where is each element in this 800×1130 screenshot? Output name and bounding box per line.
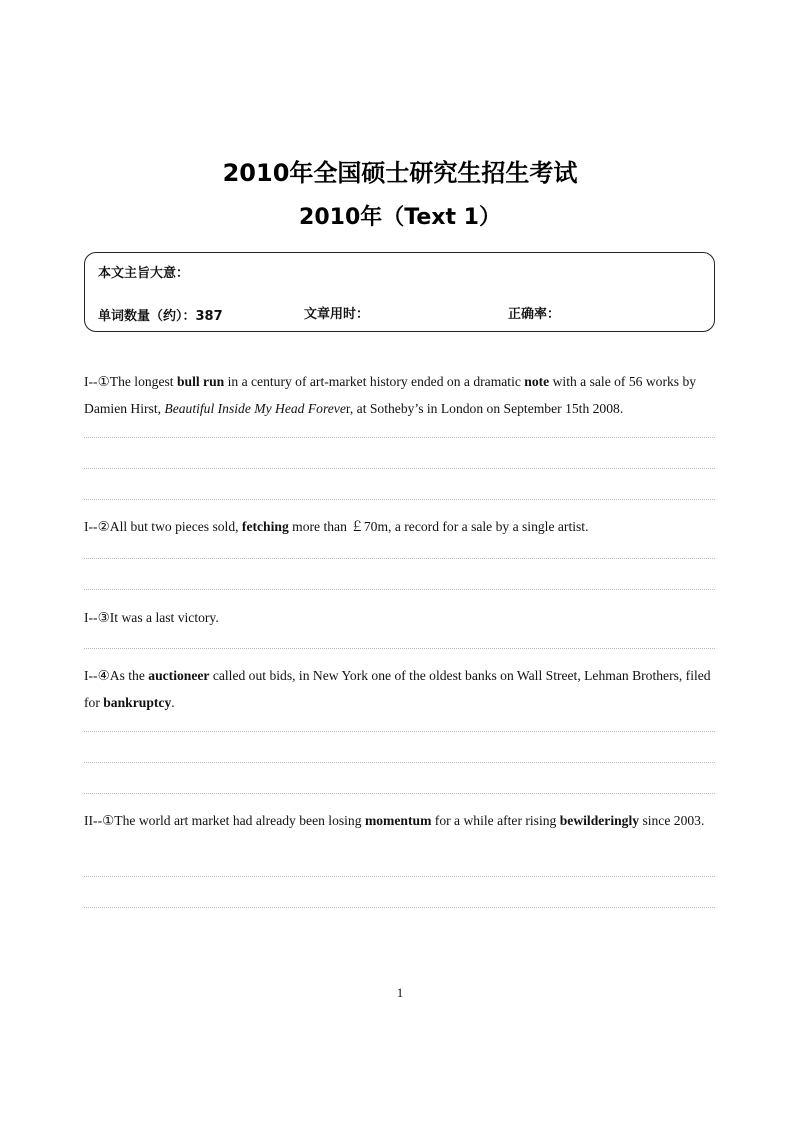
bold-keyword: fetching (241, 519, 289, 534)
paragraph-I-1 (84, 368, 724, 422)
bold-keyword: auctioneer (148, 668, 210, 683)
answer-line (84, 648, 715, 649)
bold-keyword: note (524, 374, 550, 389)
bold-keyword: bewilderingly (559, 813, 640, 828)
text-subtitle: 2010年（Text 1） (299, 205, 501, 230)
page-number: 1 (396, 985, 404, 1000)
paragraph-text: r, at Sotheby’s in London on September 15th 2008. (345, 401, 624, 416)
paragraph-text: in a century of art-market history ended on a dramatic (224, 374, 525, 389)
bold-keyword: bankruptcy (103, 695, 172, 710)
paragraph-I-3 (84, 604, 724, 631)
italic-title: Beautiful Inside My Head Foreve (164, 401, 346, 416)
paragraph-I-2 (84, 513, 724, 540)
answer-line (84, 907, 715, 908)
paragraph-text: I--②All but two pieces sold, (84, 519, 242, 534)
paragraph-text: called out bids, in New York one of the oldest banks on Wall Street, Lehman Brothers, filed for (84, 668, 711, 710)
paragraph-text: since 2003. (639, 813, 705, 828)
word-count-label: 单词数量（约）： (98, 309, 196, 324)
accuracy-label: 正确率： (508, 307, 561, 322)
paragraph-text: for a while after rising (431, 813, 560, 828)
bold-keyword: momentum (364, 813, 432, 828)
paragraph-text: . (171, 695, 175, 710)
answer-line (84, 437, 715, 438)
answer-line (84, 468, 715, 469)
answer-line (84, 876, 715, 877)
summary-info-box (84, 252, 715, 332)
answer-line (84, 793, 715, 794)
paragraph-text: with a sale of 56 works by Damien Hirst, (84, 374, 697, 416)
answer-line (84, 731, 715, 732)
answer-line (84, 558, 715, 559)
answer-line (84, 499, 715, 500)
word-count (98, 305, 223, 324)
paragraph-text: I--①The longest (84, 374, 177, 389)
word-count-value: 387 (195, 309, 223, 324)
paragraph-text: I--③It was a last victory. (84, 610, 219, 625)
reading-time-label: 文章用时： (304, 307, 370, 322)
paragraph-I-4 (84, 662, 724, 716)
bold-keyword: bull run (176, 374, 225, 389)
paragraph-text: II--①The world art market had already been losing (84, 813, 365, 828)
main-idea-label: 本文主旨大意： (98, 266, 190, 281)
exam-title: 2010年全国硕士研究生招生考试 (222, 159, 578, 187)
paragraph-text: more than ￡70m, a record for a sale by a single artist. (288, 519, 589, 534)
answer-line (84, 589, 715, 590)
paragraph-II-1 (84, 807, 724, 834)
paragraph-text: I--④As the (84, 668, 149, 683)
answer-line (84, 762, 715, 763)
